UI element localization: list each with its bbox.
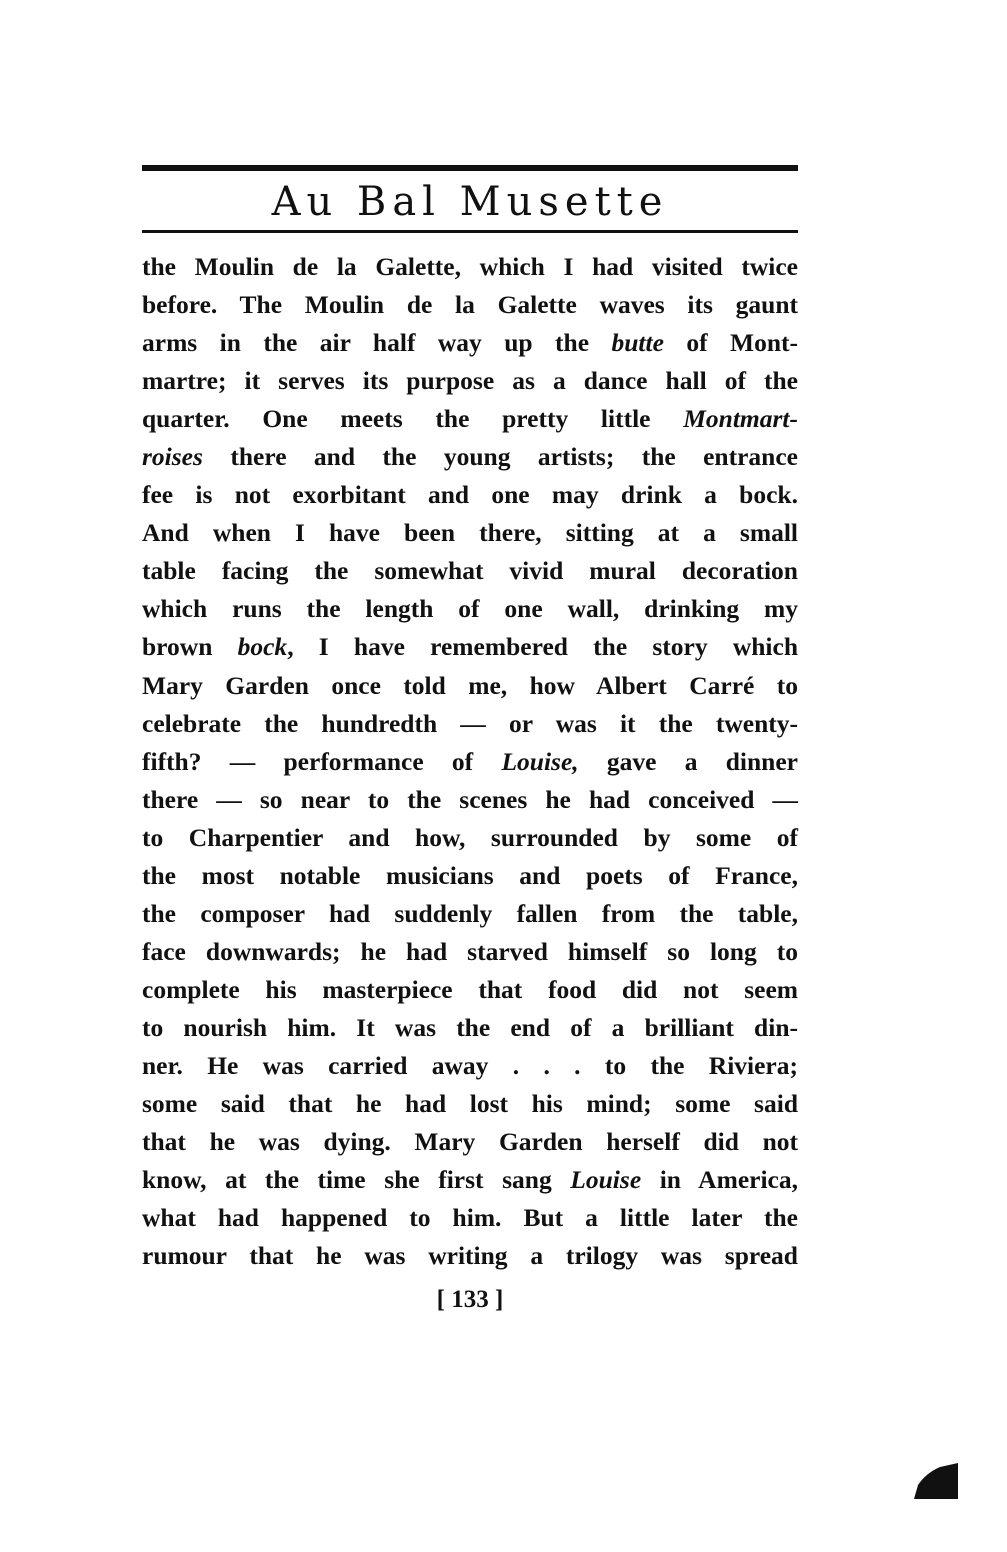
text-run: before. The Moulin de la Galette waves its gaunt bbox=[142, 290, 798, 320]
text-line bbox=[142, 590, 798, 628]
text-line bbox=[142, 514, 798, 552]
text-run: some said that he had lost his mind; some said bbox=[142, 1089, 798, 1119]
text-run: the composer had suddenly fallen from the table, bbox=[142, 898, 798, 928]
text-run: , I have remembered the story which bbox=[287, 632, 798, 662]
text-run: know, at the time she first sang bbox=[142, 1165, 571, 1195]
page-corner-mark bbox=[914, 1463, 958, 1499]
text-line bbox=[142, 933, 798, 971]
text-run: celebrate the hundredth — or was it the twenty- bbox=[142, 708, 798, 738]
text-run: brown bbox=[142, 632, 238, 662]
text-run: that he was dying. Mary Garden herself did not bbox=[142, 1127, 798, 1157]
text-line bbox=[142, 1161, 798, 1199]
text-run: in America, bbox=[641, 1165, 798, 1195]
text-run: the Moulin de la Galette, which I had visited twice bbox=[142, 252, 798, 281]
text-line bbox=[142, 895, 798, 933]
italic-text: Louise bbox=[570, 1165, 642, 1195]
text-run: there — so near to the scenes he had conceived — bbox=[142, 784, 798, 814]
text-run: arms in the air half way up the bbox=[142, 328, 612, 358]
text-line bbox=[142, 1123, 798, 1161]
text-run: rumour that he was writing a trilogy was spread bbox=[142, 1241, 798, 1271]
text-run: Mary Garden once told me, how Albert Carré to bbox=[142, 670, 798, 700]
text-run: ner. He was carried away . . . to the Riviera; bbox=[142, 1050, 798, 1080]
text-run: fifth? — performance of bbox=[142, 746, 502, 776]
header-rule-bottom bbox=[142, 230, 798, 233]
text-line bbox=[142, 438, 798, 476]
text-line bbox=[142, 971, 798, 1009]
text-line bbox=[142, 1237, 798, 1275]
text-line bbox=[142, 1009, 798, 1047]
text-line bbox=[142, 362, 798, 400]
text-run: which runs the length of one wall, drinking my bbox=[142, 594, 798, 624]
running-head: Au Bal Musette bbox=[271, 179, 669, 225]
text-line bbox=[142, 667, 798, 705]
italic-text: Montmart- bbox=[683, 404, 798, 434]
italic-text: bock bbox=[237, 632, 288, 662]
text-line bbox=[142, 819, 798, 857]
text-line bbox=[142, 1199, 798, 1237]
text-line bbox=[142, 400, 798, 438]
italic-text: roises bbox=[142, 442, 203, 472]
text-run: gave a dinner bbox=[578, 746, 798, 776]
text-line bbox=[142, 286, 798, 324]
text-run: there and the young artists; the entrance bbox=[202, 442, 798, 472]
text-run: table facing the somewhat vivid mural decoration bbox=[142, 556, 798, 586]
text-line bbox=[142, 781, 798, 819]
text-run: complete his masterpiece that food did not seem bbox=[142, 974, 798, 1004]
text-run: to nourish him. It was the end of a brilliant din- bbox=[142, 1012, 798, 1042]
text-line bbox=[142, 1085, 798, 1123]
text-run: the most notable musicians and poets of France, bbox=[142, 860, 798, 890]
text-run: what had happened to him. But a little later the bbox=[142, 1203, 798, 1233]
text-line bbox=[142, 705, 798, 743]
text-line bbox=[142, 324, 798, 362]
italic-text: butte bbox=[611, 328, 664, 358]
text-line bbox=[142, 1047, 798, 1085]
text-run: of Mont- bbox=[663, 328, 798, 358]
text-line bbox=[142, 552, 798, 590]
page-number: [ 133 ] bbox=[436, 1286, 504, 1313]
text-line bbox=[142, 476, 798, 514]
text-run: face downwards; he had starved himself so long to bbox=[142, 936, 798, 966]
text-line bbox=[142, 743, 798, 781]
text-line bbox=[142, 248, 798, 286]
italic-text: Louise, bbox=[501, 746, 579, 776]
text-run: martre; it serves its purpose as a dance hall of the bbox=[142, 366, 798, 396]
text-run: quarter. One meets the pretty little bbox=[142, 404, 684, 434]
text-run: to Charpentier and how, surrounded by some of bbox=[142, 822, 798, 852]
header-rule-top bbox=[142, 165, 798, 171]
text-run: fee is not exorbitant and one may drink a bock. bbox=[142, 480, 798, 510]
text-line bbox=[142, 857, 798, 895]
body-text bbox=[142, 248, 798, 1275]
text-line bbox=[142, 628, 798, 666]
text-run: And when I have been there, sitting at a small bbox=[142, 518, 798, 548]
